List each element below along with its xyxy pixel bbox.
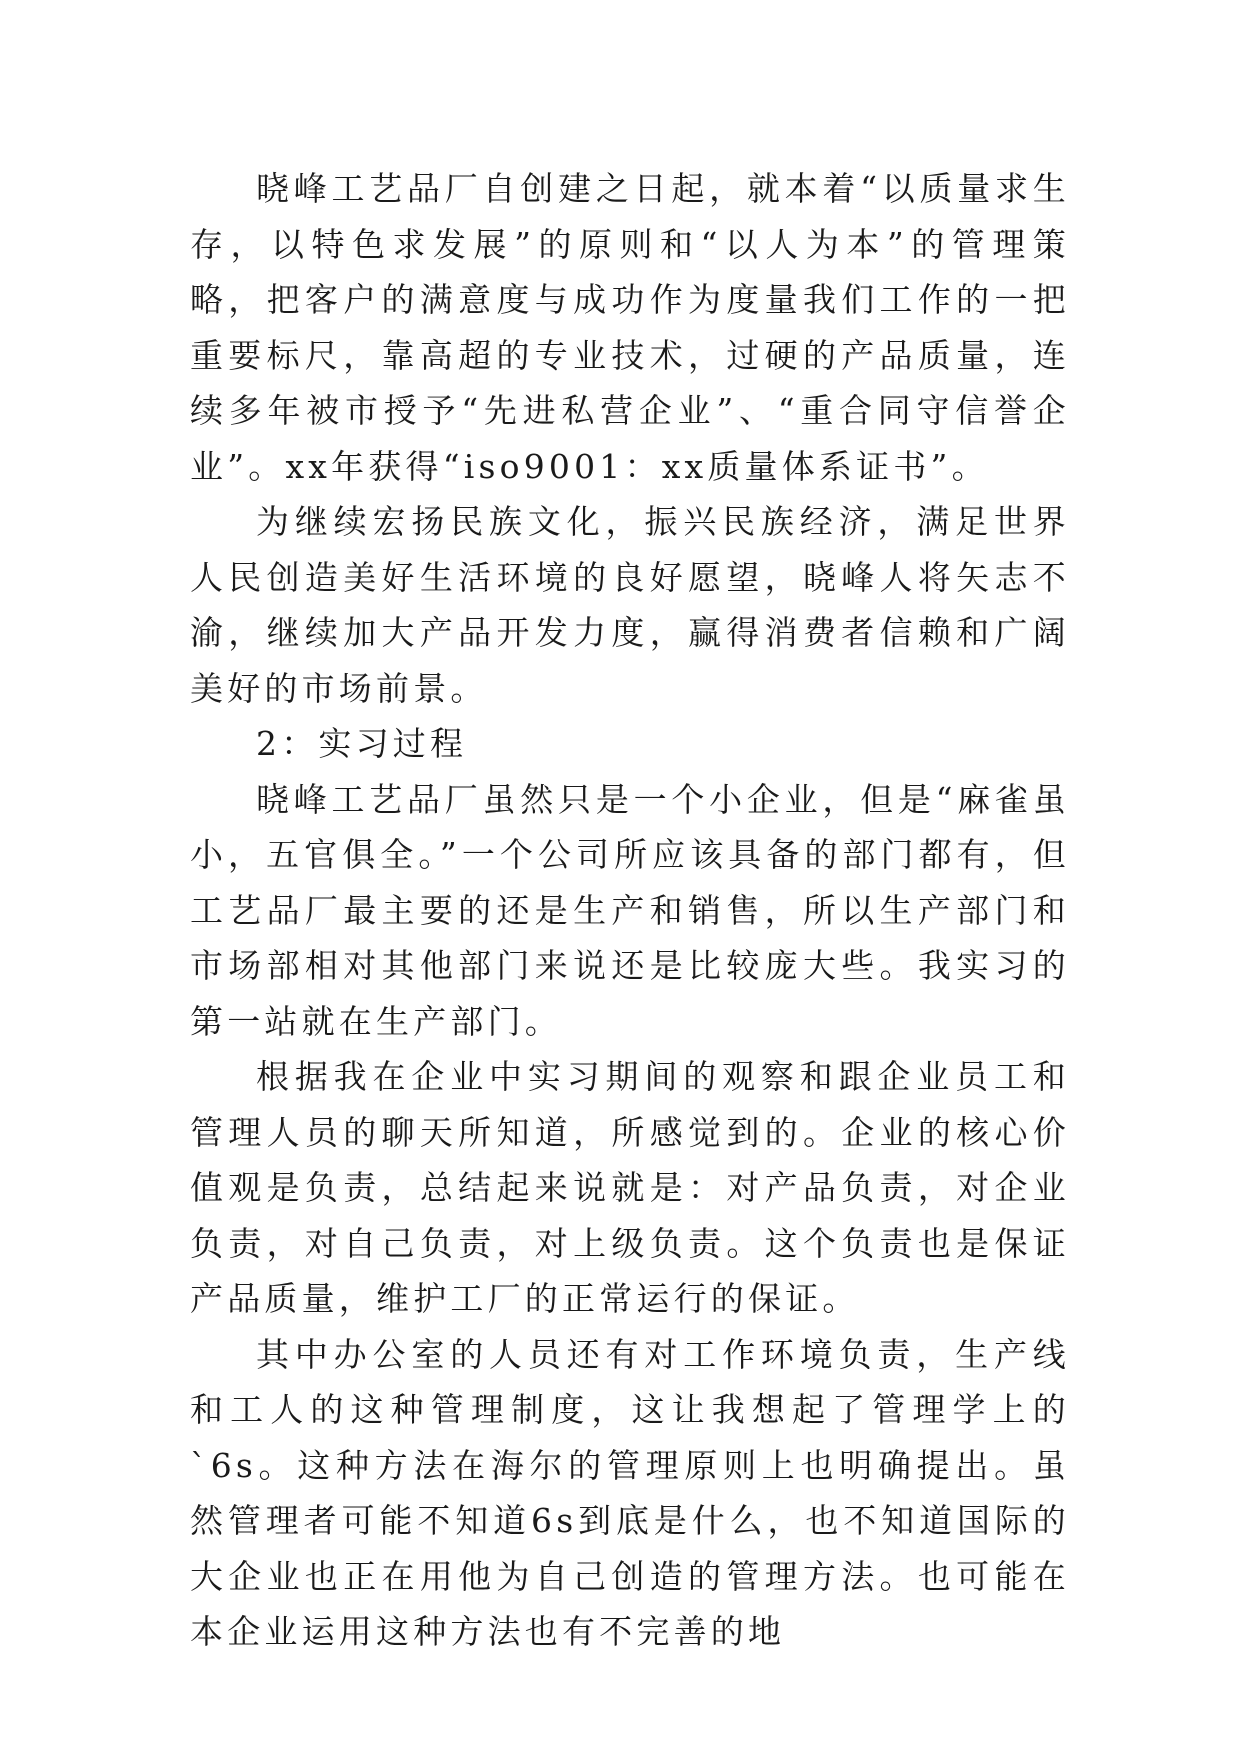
paragraph-core-values: 根据我在企业中实习期间的观察和跟企业员工和管理人员的聊天所知道，所感觉到的。企业的核心价值观是负责，总结起来说就是：对产品负责，对企业负责，对自己负责，对上级负责。这个负责也是保证产品质量，维护工厂的正常运行的保证。: [190, 1057, 1070, 1318]
paragraph-company-intro: 晓峰工艺品厂自创建之日起，就本着“以质量求生存，以特色求发展”的原则和“以人为本”的管理策略，把客户的满意度与成功作为度量我们工作的一把重要标尺，靠高超的专业技术，过硬的产品质量，连续多年被市授予“先进私营企业”、“重合同守信誉企业”。xx年获得“iso9001：xx质量体系证书”。: [190, 169, 1070, 486]
document-body: [190, 161, 1070, 1660]
paragraph-departments: 晓峰工艺品厂虽然只是一个小企业，但是“麻雀虽小，五官俱全。”一个公司所应该具备的部门都有，但工艺品厂最主要的还是生产和销售，所以生产部门和市场部相对其他部门来说还是比较庞大些。我实习的第一站就在生产部门。: [190, 779, 1070, 1041]
paragraph-6s-management: 其中办公室的人员还有对工作环境负责，生产线和工人的这种管理制度，这让我想起了管理学上的`6s。这种方法在海尔的管理原则上也明确提出。虽然管理者可能不知道6s到底是什么，也不知道国际的大企业也正在用他为自己创造的管理方法。也可能在本企业运用这种方法也有不完善的地: [190, 1334, 1070, 1651]
section-heading-internship-process: 2：实习过程: [256, 724, 468, 763]
paragraph-company-vision: 为继续宏扬民族文化，振兴民族经济，满足世界人民创造美好生活环境的良好愿望，晓峰人将矢志不渝，继续加大产品开发力度，赢得消费者信赖和广阔美好的市场前景。: [190, 502, 1070, 708]
